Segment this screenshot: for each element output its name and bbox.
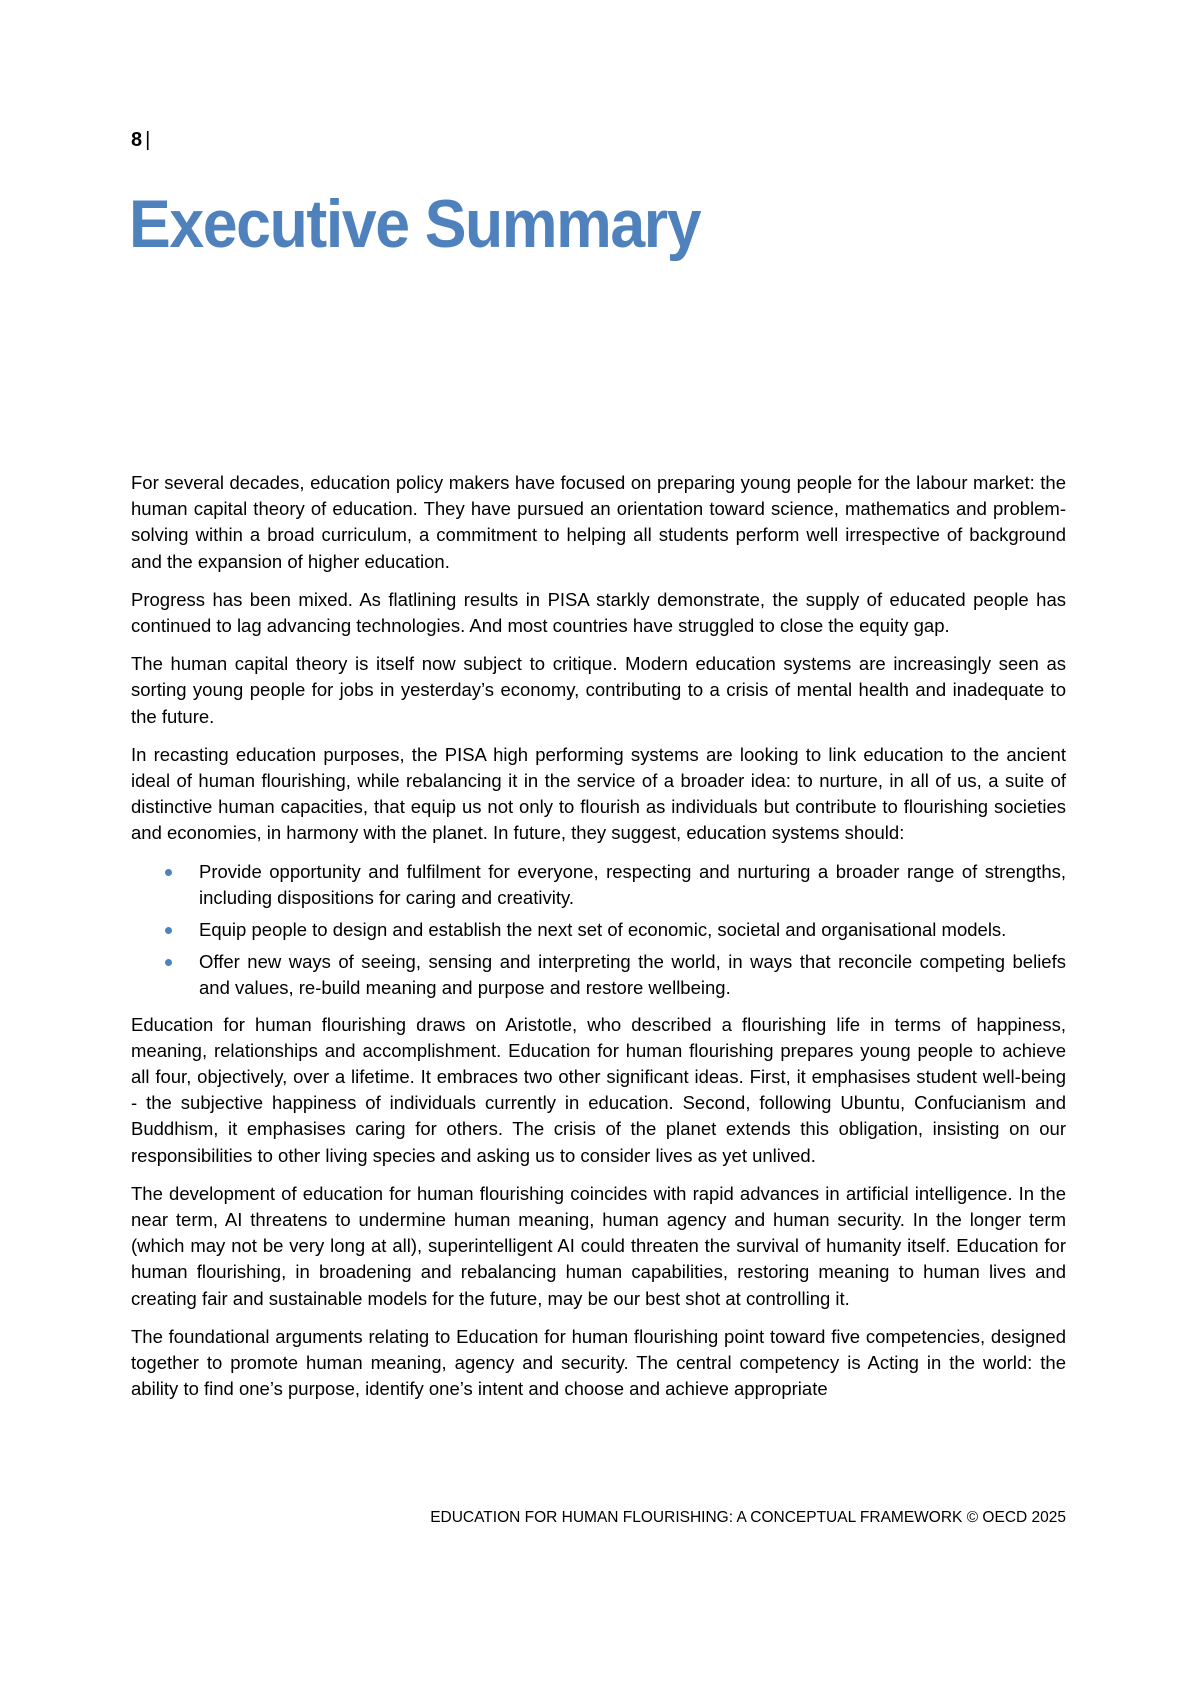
- page-number-separator: |: [145, 129, 151, 151]
- paragraph: Progress has been mixed. As flatlining results in PISA starkly demonstrate, the supply of educated people has continued to lag advancing technologies. And most countries have struggled to close the equity gap.: [131, 588, 1066, 637]
- list-item: [199, 859, 1066, 911]
- bullet-icon: [165, 959, 172, 966]
- document-body: [131, 470, 1066, 1415]
- list-item: [199, 949, 1066, 1001]
- list-item: [199, 917, 1066, 943]
- paragraph: The development of education for human flourishing coincides with rapid advances in artificial intelligence. In the near term, AI threatens to undermine human meaning, human agency and human security. In the longer term (which may not be very long at all), superintelligent AI could threaten the survival of humanity itself. Education for human flourishing, in broadening and rebalancing human capabilities, restoring meaning to human lives and creating fair and sustainable models for the future, may be our best shot at controlling it.: [131, 1182, 1066, 1309]
- list-item-text: Offer new ways of seeing, sensing and interpreting the world, in ways that reconcile competing beliefs and values, re-build meaning and purpose and restore wellbeing.: [199, 951, 1066, 999]
- bullet-list: [131, 859, 1066, 1002]
- page-title: Executive Summary: [129, 186, 701, 262]
- paragraph: The human capital theory is itself now subject to critique. Modern education systems are increasingly seen as sorting young people for jobs in yesterday’s economy, contributing to a crisis of mental health and inadequate to the future.: [131, 653, 1066, 727]
- page-number: [131, 128, 150, 152]
- paragraph: Education for human flourishing draws on Aristotle, who described a flourishing life in terms of happiness, meaning, relationships and accomplishment. Education for human flourishing prepares young people to achieve all four, objectively, over a lifetime. It embraces two other significant ideas. First, it emphasises student well-being - the subjective happiness of individuals currently in education. Second, following Ubuntu, Confucianism and Buddhism, it emphasises caring for others. The crisis of the planet extends this obligation, insisting on our responsibilities to other living species and asking us to consider lives as yet unlived.: [131, 1013, 1066, 1166]
- bullet-icon: [165, 927, 172, 934]
- paragraph: The foundational arguments relating to Education for human flourishing point toward five competencies, designed together to promote human meaning, agency and security. The central competency is Acting in the world: the ability to find one’s purpose, identify one’s intent and choose and achieve appropriate: [131, 1325, 1066, 1400]
- page-number-value: 8: [131, 129, 143, 151]
- bullet-icon: [165, 869, 172, 876]
- list-item-text: Equip people to design and establish the next set of economic, societal and organisational models.: [199, 919, 1007, 941]
- paragraph: In recasting education purposes, the PISA high performing systems are looking to link education to the ancient ideal of human flourishing, while rebalancing it in the service of a broader idea: to nurture, in all of us, a suite of distinctive human capacities, that equip us not only to flourish as individuals but contribute to flourishing societies and economies, in harmony with the planet. In future, they suggest, education systems should:: [131, 743, 1066, 844]
- list-item-text: Provide opportunity and fulfilment for everyone, respecting and nurturing a broader range of strengths, including dispositions for caring and creativity.: [199, 860, 1066, 908]
- paragraph: For several decades, education policy makers have focused on preparing young people for the labour market: the human capital theory of education. They have pursued an orientation toward science, mathematics and problem-solving within a broad curriculum, a commitment to helping all students perform well irrespective of background and the expansion of higher education.: [131, 472, 1066, 572]
- page-footer: EDUCATION FOR HUMAN FLOURISHING: A CONCEPTUAL FRAMEWORK © OECD 2025: [430, 1509, 1066, 1526]
